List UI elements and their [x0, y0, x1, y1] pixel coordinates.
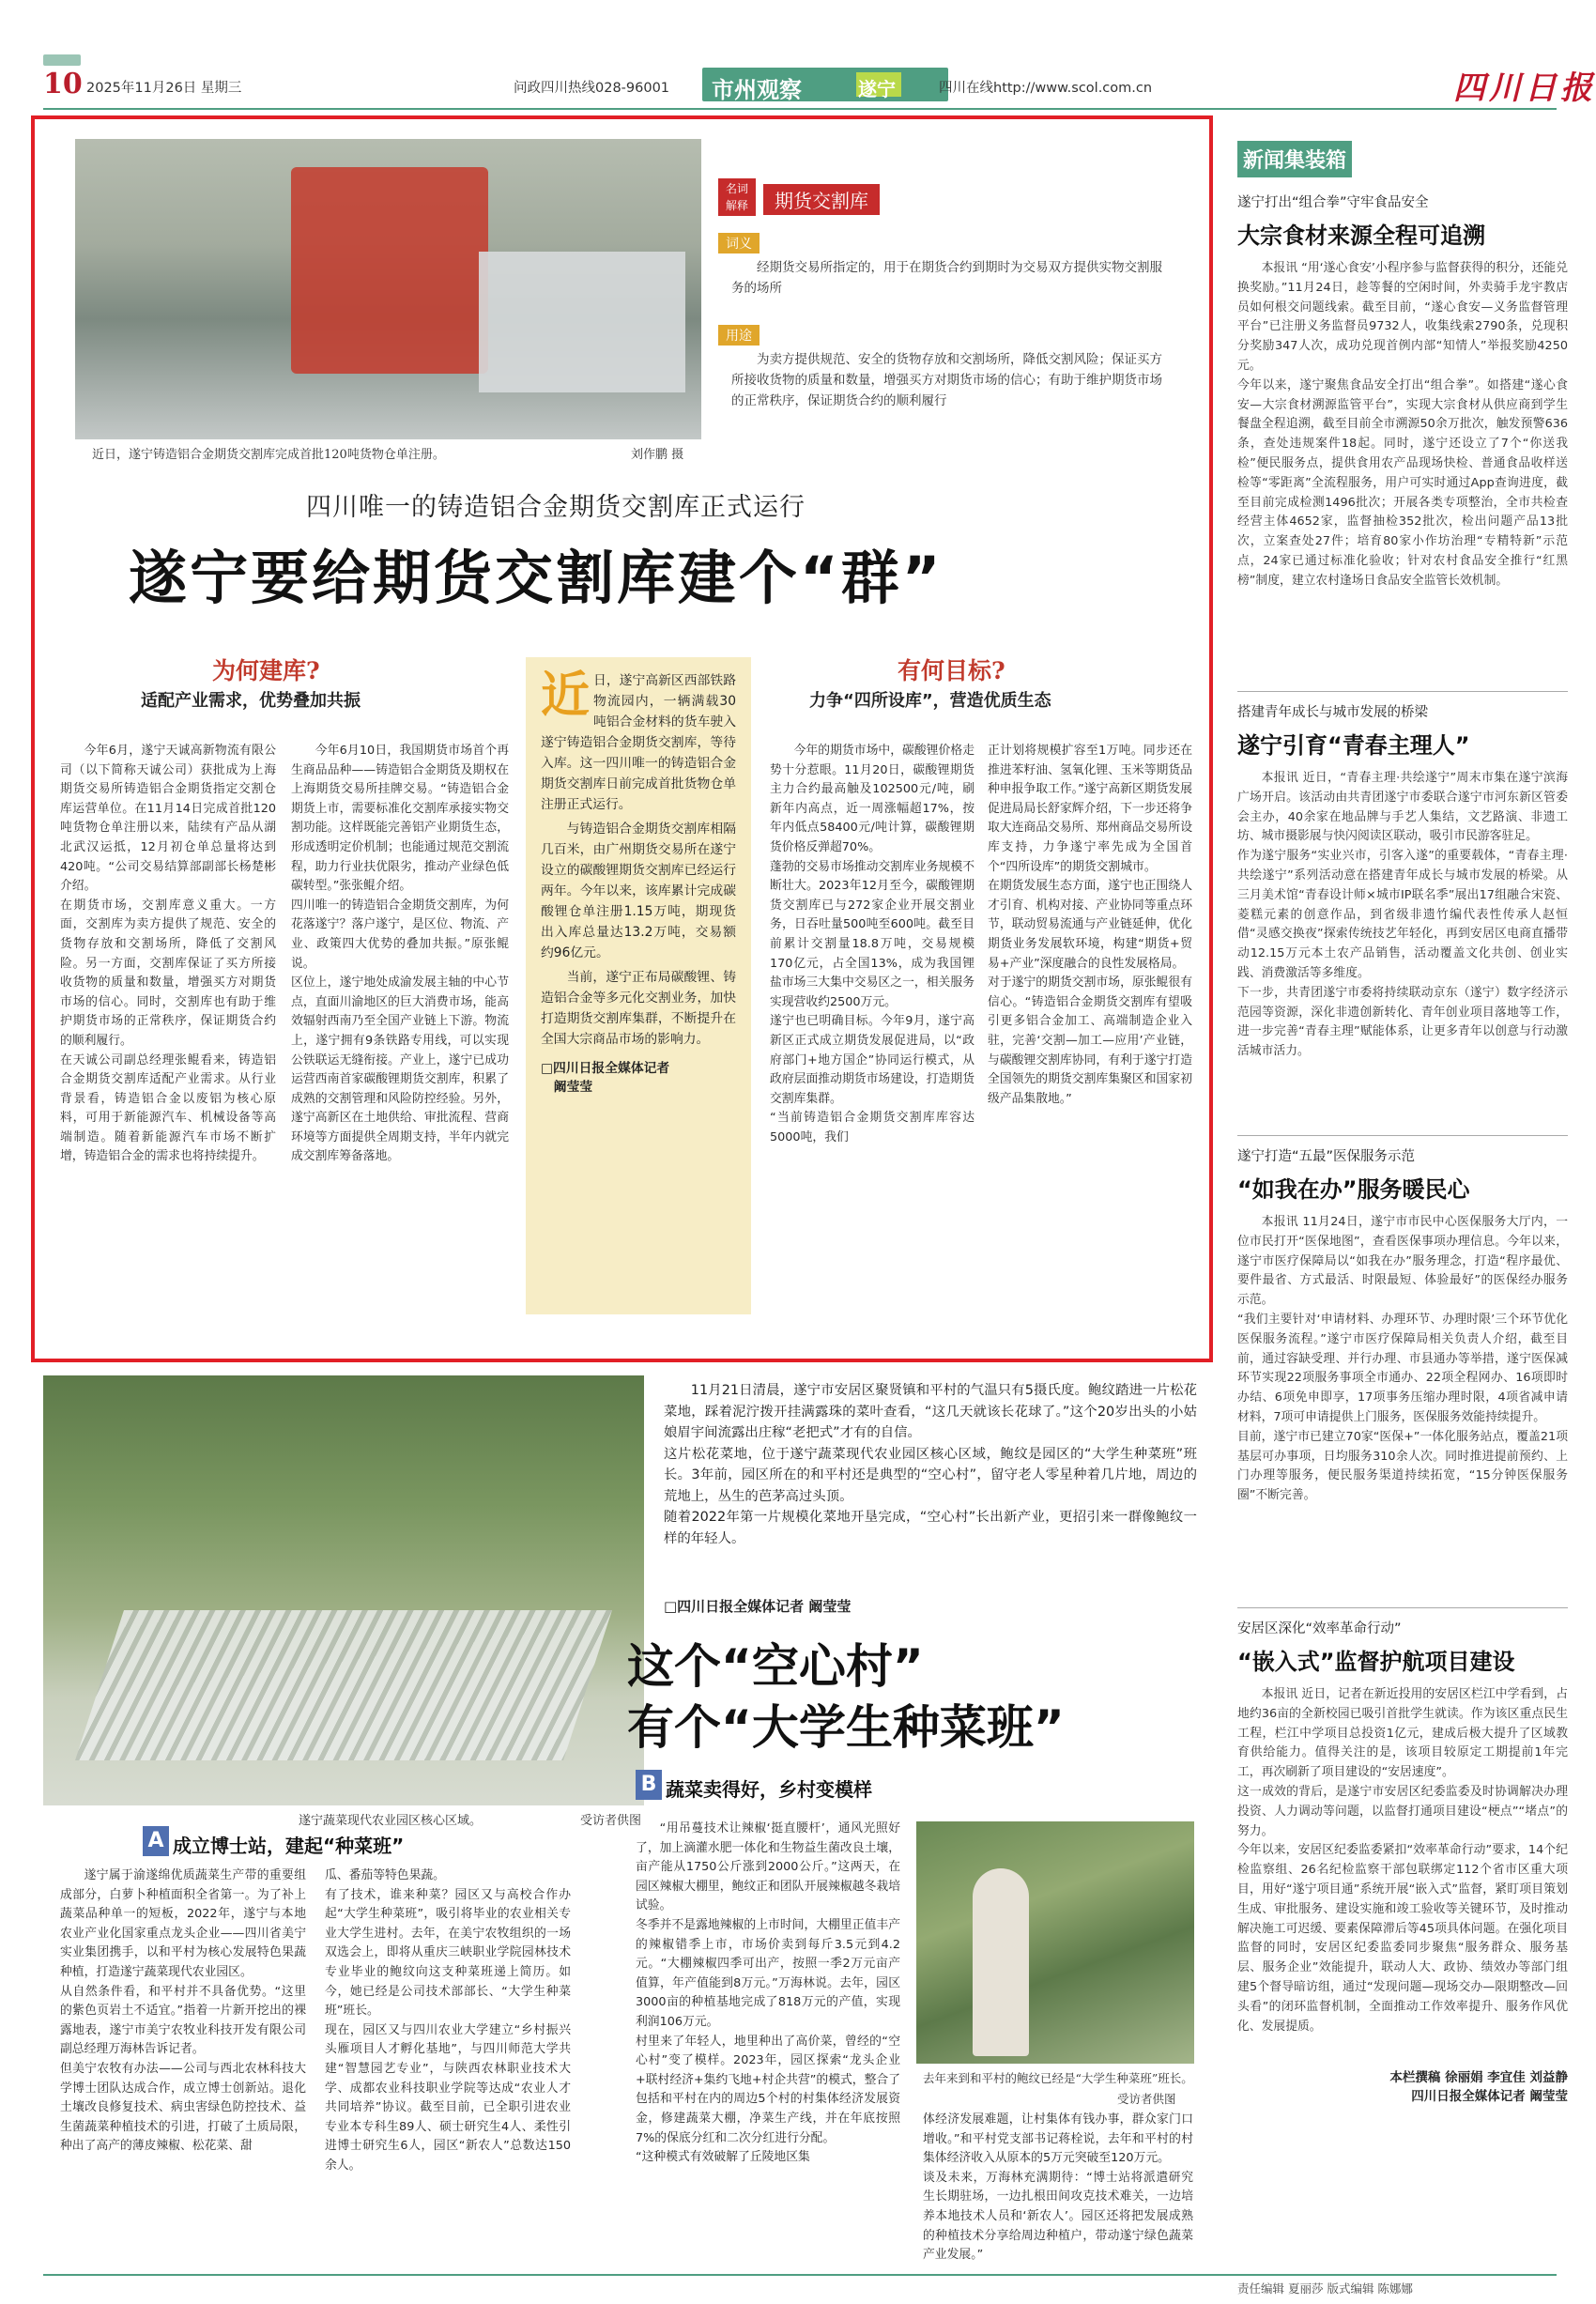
- sidebar-divider-2: [1237, 1135, 1568, 1136]
- masthead-logo: 四川日报: [1453, 69, 1596, 107]
- lead-photo-credit: 刘作鹏 摄: [631, 448, 684, 462]
- sidebar-item-2: 搭建青年成长与城市发展的桥梁 遂宁引育“青春主理人” 本报讯 近日，“青春主理·共绘遂宁”周末市集在遂宁滨海广场开启。该活动由共青团遂宁市委联合遂宁市河东新区管委会主办，40余家在地品牌与手艺人集结，文艺路演、非遗工坊、城市摄影展与快闪阅读区联动，吸引市民游客驻足。 作为遂宁服务“实业兴市，引客入遂”的重要载体，“青春主理·共绘遂宁”系列活动意在搭建青年成长与城市发展的桥梁。从三月美术馆“青春设计师×城市IP联名季”展出17组融合宋瓷、菱糕元素的创意作品，到省级非遗竹编代表性传承人赵恒借“灵感交换夜”探索传统技艺年轻化，再到安居区电商直播带动12.15万元本土农产品销售，活动覆盖文化共创、创业实践、消费激活等多维度。 下一步，共青团遂宁市委将持续联动京东（遂宁）数字经济示范园等资源，深化非遗创新转化、青年创业项目落地等工作，进一步完善“青春主理”赋能体系，让更多青年以创意与行动激活城市活力。: [1237, 705, 1568, 1059]
- box-byline-1: □四川日报全媒体记者: [541, 1061, 670, 1076]
- lead-kicker: 四川唯一的铸造铝合金期货交割库正式运行: [306, 493, 806, 522]
- box-para-3: 当前，遂宁正布局碳酸锂、铸造铝合金等多元化交割业务，加快打造期货交割库集群，不断提升在全国大宗商品市场的影响力。: [541, 970, 736, 1047]
- forklift-shape: [291, 167, 488, 374]
- sidebar-header: [1237, 141, 1568, 182]
- section-a-badge: A: [143, 1826, 169, 1856]
- sidebar-divider-3: [1237, 1607, 1568, 1608]
- feature-headline-1: 这个“空心村”: [627, 1639, 924, 1694]
- glossary-use-text: 为卖方提供规范、安全的货物存放和交割场所，降低交割风险；保证买方所接收货物的质量和数量，增强买方对期货市场的信心；有助于维护期货市场的正常秩序，保证期货合约的顺利履行: [731, 352, 1162, 408]
- lead-col-1: 今年6月，遂宁天诚高新物流有限公司（以下简称天诚公司）获批成为上海期货交易所铸造铝合金期货指定交割仓库运营单位。在11月14日完成首批120吨货物仓单注册以来，陆续有产品从湖北武汉运抵，12月初仓单总量将达到420吨。“公司交易结算部副部长杨楚彬介绍。 在期货市场，交割库意义重大。一方面，交割库为卖方提供了规范、安全的货物存放和交割场所，降低了交割风险。另一方面，交割库保证了买方所接收货物的质量和数量，增强买方对期货市场的信心。同时，交割库也有助于维护期货市场的正常秩序，保证期货合约的顺利履行。 在天诚公司副总经理张鲲看来，铸造铝合金期货交割库适配产业需求。从行业背景看，铸造铝合金以废铝为核心原料，可用于新能源汽车、机械设备等高端制造。随着新能源汽车市场不断扩增，铸造铝合金的需求也将持续提升。: [60, 744, 276, 1164]
- section-a-col-1: 遂宁属于渝遂绵优质蔬菜生产带的重要组成部分，白萝卜种植面积全省第一。为了补上蔬菜品种单一的短板，2022年，遂宁与本地农业产业化国家重点龙头企业——四川省美宁实业集团携手，以和平村为核心发展特色果蔬种植，打造遂宁蔬菜现代农业园区。 从自然条件看，和平村并不具备优势。“这里的紫色页岩土不适宜。”指着一片新开挖出的裸露地表，遂宁市美宁农牧业科技开发有限公司副总经理万海林告诉记者。 但美宁农牧有办法——公司与西北农林科技大学博士团队达成合作，成立博士创新站。退化土壤改良修复技术、病虫害绿色防控技术、益生菌蔬菜种植技术的引进，打破了土质局限，种出了高产的薄皮辣椒、松花菜、甜: [60, 1868, 306, 2154]
- footer-rule: [43, 2274, 1557, 2276]
- glossary-term: 期货交割库: [763, 184, 880, 215]
- left-question: 为何建库?: [212, 657, 320, 684]
- pallet-shape: [479, 252, 685, 392]
- glossary-box: [718, 178, 1192, 441]
- section-b-col-1: “用吊蔓技术让辣椒‘挺直腰杆’，通风光照好了，加上滴灌水肥一体化和生物益生菌改良土壤，亩产能从1750公斤涨到2000公斤。”这两天，在园区辣椒大棚里，鲍纹正和团队开展辣椒越冬栽培试验。 冬季并不是露地辣椒的上市时间，大棚里正值丰产的辣椒错季上市，市场价卖到每斤3.5元到4.2元。“大棚辣椒四季可出产，按照一季2万元亩产值算，年产值能到8万元。”万海林说。去年，园区3000亩的种植基地完成了818万元的产值，实现利润106万元。 村里来了年轻人，地里种出了高价菜，曾经的“空心村”变了模样。2023年，园区探索“龙头企业+联村经济+集约飞地+村企共营”的模式，整合了包括和平村在内的周边5个村的村集体经济发展资金，修建蔬菜大棚，净菜生产线，并在年底按照7%的保底分红和二次分红进行分配。 “这种模式有效破解了丘陵地区集: [636, 1821, 900, 2165]
- box-byline-2: 阚莹莹: [553, 1080, 593, 1095]
- greenhouse-rows: [75, 1610, 612, 1760]
- sidebar-credits-2: 四川日报全媒体记者 阚莹莹: [1411, 2089, 1568, 2104]
- footer-editors: 责任编辑 夏丽莎 版式编辑 陈娜娜: [1237, 2281, 1413, 2296]
- section-b-title: 蔬菜卖得好，乡村变模样: [666, 1778, 872, 1801]
- section-name: 市州观察: [712, 76, 802, 103]
- glossary-def-label: 词义: [718, 233, 760, 253]
- section-b-col-2: 体经济发展难题，让村集体有钱办事，群众家门口增收。”和平村党支部书记蒋栓说，去年和平村的村集体经济收入从原本的5万元突破至120万元。 谈及未来，万海林充满期待：“博士站将派遣研究生长期驻场，一边扎根田间攻克技术难关，一边培养本地技术人员和‘新农人’。园区还将把发展成熟的种植技术分享给周边种植户，带动遂宁绿色蔬菜产业发展。”: [923, 2112, 1193, 2263]
- sidebar-divider-1: [1237, 691, 1568, 692]
- sidebar-credits-1: 本栏撰稿 徐丽娟 李宜佳 刘益静: [1389, 2070, 1568, 2085]
- glossary-def-text: 经期货交易所指定的，用于在期货合约到期时为交易双方提供实物交割服务的场所: [731, 260, 1162, 296]
- right-question: 有何目标?: [898, 657, 1005, 684]
- sidebar-item-1: 遂宁打出“组合拳”守牢食品安全 大宗食材来源全程可追溯 本报讯 “用‘遂心食安’小程序参与监督获得的积分，还能兑换奖励。”11月24日，趁等餐的空闲时间，外卖骑手龙宇教店员如何根交问题线索。截至目前，“遂心食安—义务监督管理平台”已注册义务监督员9732人，收集线索2790条，兑现积分奖励347人次，成功兑现首例内部“知情人”举报奖励4250元。 今年以来，遂宁聚焦食品安全打出“组合拳”。如搭建“遂心食安—大宗食材溯源监管平台”，实现大宗食材从供应商到学生餐盘全程追溯，截至目前全市溯源50余万批次，触发预警636条，查处违规案件18起。同时，遂宁还设立了7个“你送我检”便民服务点，提供食用农产品现场快检、普通食品收样送检等“零距离”全流程服务，用户可实时通过App查询进度，截至目前完成检测1496批次；开展各类专项整治，全市共检查经营主体4652家，监督抽检352批次，检出问题产品13批次，立案查处27件；培育80家小作坊治理“专精特新”示范点，24家已通过标准化验收；针对农村食品安全推行“红黑榜”制度，建立农村逢场日食品安全监管长效机制。: [1237, 195, 1568, 588]
- header-logo-tag: [43, 54, 81, 66]
- page-number: 10: [43, 68, 83, 100]
- section-a-col-2: 瓜、番茄等特色果蔬。 有了技术，谁来种菜？园区又与高校合作办起“大学生种菜班”，吸引将毕业的农业相关专业大学生进村。去年，在美宁农牧组织的一场双选会上，即将从重庆三峡职业学院园林技术专业毕业的鲍纹向这支种菜班递上简历。如今，她已经是公司技术部部长、“大学生种菜班”班长。 现在，园区又与四川农业大学建立“乡村振兴头雁项目人才孵化基地”，与四川师范大学共建“智慧园艺专业”，与陕西农林职业技术大学、成都农业科技职业学院等达成“农业人才共同培养”协议。截至目前，已全职引进农业专业本专科生89人、硕士研究生4人、柔性引进博士研究生6人，园区“新农人”总数达150余人。: [325, 1868, 571, 2173]
- student-photo-caption: 去年来到和平村的鲍纹已经是“大学生种菜班”班长。: [923, 2071, 1193, 2085]
- lead-col-4: 正计划将规模扩容至1万吨。同步还在推进苯籽油、氢氧化锂、玉米等期货品种申报争取工作。”遂宁高新区期货发展促进局局长舒家辉介绍，下一步还将争取大连商品交易所、郑州商品交易所设库支持，力争遂宁率先成为全国首个“四所设库”的期货交割城市。 在期货发展生态方面，遂宁也正围绕人才引育、机构对接、产业协同等重点环节，联动贸易流通与产业链延伸，优化期货业务发展软环境，构建“期货+贸易+产业”深度融合的良性发展格局。 对于遂宁的期货交割市场，原张鲲很有信心。“铸造铝合金期货交割库有望吸引更多铝合金加工、高端制造企业入驻，完善‘交割—加工—应用’产业链，与碳酸锂交割库协同，有利于遂宁打造全国领先的期货交割库集聚区和国家初级产品集散地。”: [988, 744, 1192, 1106]
- box-first-para: 日，遂宁高新区西部铁路物流园内，一辆满载30吨铝合金材料的货车驶入遂宁铸造铝合金期货交割库，等待入库。这一四川唯一的铸造铝合金期货交割库日前完成首批货物仓单注册正式运行。: [541, 673, 736, 812]
- feature-headline-2: 有个“大学生种菜班”: [627, 1700, 1065, 1755]
- lead-col-3: 今年的期货市场中，碳酸锂价格走势十分惹眼。11月20日，碳酸锂期货主力合约最高触及102500元/吨，刷新年内高点，近一周涨幅超17%，按年内低点58400元/吨计算，碳酸锂期货价格反弹超70%。 蓬勃的交易市场推动交割库业务规模不断壮大。2023年12月至今，碳酸锂期货交割库已与272家企业开展交割业务，日吞吐量500吨至600吨。截至目前累计交割量18.8万吨，交易规模170亿元，占全国13%，成为我国锂盐市场三大集中交易区之一，相关服务实现营收约2500万元。 遂宁也已明确目标。今年9月，遂宁高新区正式成立期货发展促进局，以“政府部门+地方国企”协同运行模式，从政府层面推动期货市场建设，打造期货交割库集群。 “当前铸造铝合金期货交割库库容达5000吨，我们: [770, 744, 974, 1144]
- forklift-photo: [75, 139, 701, 439]
- lead-photo-caption: 近日，遂宁铸造铝合金期货交割库完成首批120吨货物仓单注册。: [92, 448, 445, 462]
- box-para-2: 与铸造铝合金期货交割库相隔几百米，由广州期货交易所在遂宁设立的碳酸锂期货交割库已经运行两年。今年以来，该库累计完成碳酸锂仓单注册1.15万吨，期现货出入库总量达13.2万吨，交易额约96亿元。: [541, 822, 736, 960]
- lead-col-2: 今年6月10日，我国期货市场首个再生商品品种——铸造铝合金期货及期权在上海期货交易所挂牌交易。“铸造铝合金期货上市，需要标准化交割库承接实物交割功能。这样既能完善铝产业期货生态，形成透明定价机制；也能通过规范交割流程，助力行业扶优限劣，推动产业绿色低碳转型。”张张鲲介绍。 四川唯一的铸造铝合金期货交割库，为何花落遂宁？落户遂宁，是区位、物流、产业、政策四大优势的叠加共振。”原张鲲说。 区位上，遂宁地处成渝发展主轴的中心节点，直面川渝地区的巨大消费市场，能高效辐射西南乃至全国产业链上下游。物流上，遂宁拥有9条铁路专用线，可以实现公铁联运无缝衔接。产业上，遂宁已成功运营西南首家碳酸锂期货交割库，积累了成熟的交割管理和风险防控经验。另外，遂宁高新区在土地供给、审批流程、营商环境等方面提供全周期支持，半年内就完成交割库筹备落地。: [291, 744, 509, 1164]
- left-subhead: 适配产业需求，优势叠加共振: [141, 691, 361, 711]
- feature-byline: □四川日报全媒体记者 阚莹莹: [664, 1598, 852, 1615]
- student-farmer-photo: [916, 1821, 1194, 2064]
- header-date: 2025年11月26日 星期三: [86, 81, 242, 96]
- lead-headline: 遂宁要给期货交割库建个“群”: [129, 544, 944, 612]
- farmer-figure: [973, 1868, 1029, 2056]
- student-photo-credit: 受访者供图: [1117, 2092, 1176, 2106]
- sidebar-title: 新闻集装箱: [1237, 141, 1352, 177]
- section-city: 遂宁: [858, 78, 896, 100]
- feature-intro: 11月21日清晨，遂宁市安居区聚贤镇和平村的气温只有5摄氏度。鲍纹踏进一片松花菜地，踩着泥泞拨开挂满露珠的菜叶查看，“这几天就该长花球了。”这个20岁出头的小姑娘眉宇间流露出庄稼“老把式”才有的自信。 这片松花菜地，位于遂宁蔬菜现代农业园区核心区域，鲍纹是园区的“大学生种菜班”班长。3年前，园区所在的和平村还是典型的“空心村”，留守老人零星种着几片地，周边的荒地上，丛生的芭茅高过头顶。 随着2022年第一片规模化菜地开垦完成，“空心村”长出新产业，更招引来一群像鲍纹一样的年轻人。: [664, 1383, 1197, 1546]
- farm-photo-credit: 受访者供图: [580, 1814, 642, 1828]
- glossary-use-label: 用途: [718, 325, 760, 346]
- header-rule: [43, 108, 1557, 110]
- section-b-badge: B: [636, 1770, 662, 1800]
- header-hotline: 问政四川热线028-96001: [514, 81, 670, 96]
- section-a-title: 成立博士站，建起“种菜班”: [173, 1835, 405, 1857]
- header-site: 四川在线http://www.scol.com.cn: [939, 81, 1153, 96]
- farm-aerial-photo: [43, 1375, 644, 1805]
- right-subhead: 力争“四所设库”，营造优质生态: [809, 691, 1051, 711]
- sidebar-item-4: 安居区深化“效率革命行动” “嵌入式”监督护航项目建设 本报讯 近日，记者在新近投用的安居区栏江中学看到，占地约36亩的全新校园已吸引首批学生就读。作为该区重点民生工程，栏江中学项目总投资1亿元，建成后极大提升了区域教育供给能力。值得关注的是，该项目较原定工期提前1年完工，再次刷新了项目建设的“安居速度”。 这一成效的背后，是遂宁市安居区纪委监委及时协调解决办理投资、人力调动等问题，以监督打通项目建设“梗点”“堵点”的努力。 今年以来，安居区纪委监委紧扣“效率革命行动”要求，14个纪检监察组、26名纪检监察干部包联绑定112个省市区重大项目，用好“遂宁项目通”系统开展“嵌入式”监督，紧盯项目策划生成、审批服务、建设实施和竣工验收等关键环节，及时推动解决施工可迟缓、要素保障滞后等45项具体问题。在强化项目监督的同时，安居区纪委监委同步聚焦“服务群众、服务基层、服务企业”效能提升，联动人大、政协、绩效办等部门组建5个督导暗访组，通过“发现问题—现场交办—限期整改—回头看”的闭环监督机制，全面推动工作效率提升、服务作风优化、发展提质。: [1237, 1621, 1568, 2034]
- sidebar-item-3: 遂宁打造“五最”医保服务示范 “如我在办”服务暖民心 本报讯 11月24日，遂宁市市民中心医保服务大厅内，一位市民打开“医保地图”，查看医保事项办理信息。今年以来，遂宁市医疗保障局以“如我在办”服务理念，打造“程序最优、要件最省、方式最活、时限最短、体验最好”的医保经办服务示范。 “我们主要针对‘申请材料、办理环节、办理时限’三个环节优化医保服务流程。”遂宁市医疗保障局相关负责人介绍，截至目前，通过容缺受理、并行办理、市县通办等举措，遂宁医保减环节实现22项服务事项全市通办、22项全程网办、16项即时办结、6项免申即享，17项事务压缩办理时限，4项省减申请材料，7项可申请提供上门服务，医保服务效能持续提升。 目前，遂宁市已建立70家“医保+”一体化服务站点，覆盖21项基层可办事项，日均服务310余人次。同时推进提前预约、上门办理等服务，便民服务渠道持续拓宽，“15分钟医保服务圈”不断完善。: [1237, 1149, 1568, 1503]
- farm-photo-caption: 遂宁蔬菜现代农业园区核心区域。: [299, 1814, 483, 1828]
- dropcap: 近: [541, 668, 591, 724]
- lead-center-box: [526, 657, 751, 1314]
- glossary-tag: 名词 解释: [718, 178, 756, 216]
- sidebar-column: [1237, 141, 1568, 2104]
